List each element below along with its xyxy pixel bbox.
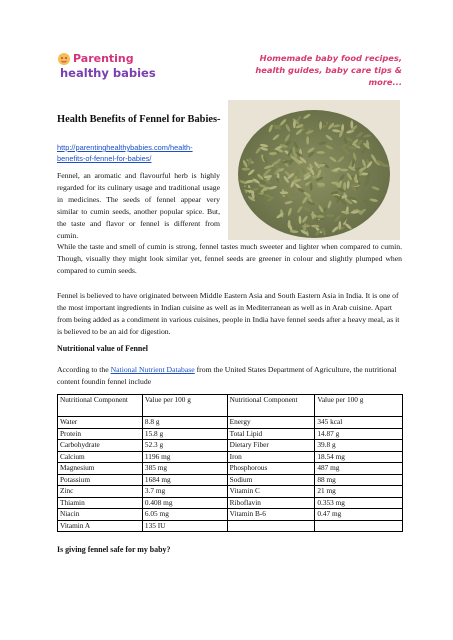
table-cell: 14.87 g bbox=[315, 428, 403, 440]
tagline-line2: health guides, baby care tips & more... bbox=[255, 65, 402, 87]
article-url-link[interactable]: http://parentinghealthybabies.com/health-benefits-of-fennel-for-babies/ bbox=[57, 143, 193, 163]
safety-heading: Is giving fennel safe for my baby? bbox=[57, 545, 171, 554]
table-header-cell: Value per 100 g bbox=[315, 395, 403, 417]
table-cell: Water bbox=[58, 417, 143, 429]
fennel-seeds-photo bbox=[228, 100, 400, 240]
table-cell: 39.8 g bbox=[315, 440, 403, 452]
table-cell: Vitamin C bbox=[227, 486, 315, 498]
table-cell: Vitamin A bbox=[58, 520, 143, 532]
table-cell: 15.8 g bbox=[142, 428, 227, 440]
nutrition-text-before: According to the bbox=[57, 365, 111, 374]
table-cell: Total Lipid bbox=[227, 428, 315, 440]
nutrient-database-link[interactable]: National Nutrient Database bbox=[110, 365, 195, 374]
table-row bbox=[58, 520, 403, 532]
table-cell: 135 IU bbox=[142, 520, 227, 532]
table-header-cell: Value per 100 g bbox=[142, 395, 227, 417]
site-tagline bbox=[232, 52, 402, 88]
table-cell bbox=[227, 520, 315, 532]
table-row bbox=[58, 486, 403, 498]
table-cell: Magnesium bbox=[58, 463, 143, 475]
logo-heart-icon bbox=[57, 52, 71, 66]
logo-line2: healthy babies bbox=[60, 66, 156, 80]
table-row bbox=[58, 440, 403, 452]
article-title: Health Benefits of Fennel for Babies- bbox=[57, 114, 221, 125]
table-cell: Iron bbox=[227, 451, 315, 463]
table-cell: 3.7 mg bbox=[142, 486, 227, 498]
logo-line1: Parenting bbox=[73, 52, 134, 65]
table-cell: 6.05 mg bbox=[142, 509, 227, 521]
nutrition-intro bbox=[57, 364, 402, 388]
table-row bbox=[58, 451, 403, 463]
table-row bbox=[58, 509, 403, 521]
table-cell: Calcium bbox=[58, 451, 143, 463]
table-cell: Zinc bbox=[58, 486, 143, 498]
table-cell: 8.8 g bbox=[142, 417, 227, 429]
table-header-cell: Nutritional Component bbox=[58, 395, 143, 417]
table-header-row bbox=[58, 395, 403, 417]
table-cell: 487 mg bbox=[315, 463, 403, 475]
origin-paragraph: Fennel is believed to have originated between Middle Eastern Asia and South Eastern Asia in India. It is one of the most important ingredients in Indian cuisine as well as in Mediterranean as well as in Arab cuisine. Apart from being added as a condiment in various cuisines, people in India have fennel seeds after a heavy meal, as it is believed to be an aid for digestion. bbox=[57, 291, 400, 336]
table-cell: 88 mg bbox=[315, 474, 403, 486]
table-cell: Vitamin B-6 bbox=[227, 509, 315, 521]
table-cell: Potassium bbox=[58, 474, 143, 486]
table-cell: Carbohydrate bbox=[58, 440, 143, 452]
table-header-cell: Nutritional Component bbox=[227, 395, 315, 417]
table-row bbox=[58, 474, 403, 486]
table-row bbox=[58, 497, 403, 509]
table-cell: 52.3 g bbox=[142, 440, 227, 452]
intro-paragraph: Fennel, an aromatic and flavourful herb is highly regarded for its culinary usage and traditional usage in medicines. The seeds of fennel appear very similar to cumin seeds, another popular spice. But, the taste and flavor or fennel is different from cumin. bbox=[57, 171, 220, 240]
table-cell: Thiamin bbox=[58, 497, 143, 509]
nutrition-table bbox=[57, 394, 403, 532]
site-logo[interactable] bbox=[57, 52, 167, 88]
intro-paragraph-continued: While the taste and smell of cumin is strong, fennel tastes much sweeter and lighter when compared to cumin. Though, visually they might look similar yet, fennel seeds are greener in colour and slightly plumped when compared to cumin seeds. bbox=[57, 242, 402, 275]
table-cell: Riboflavin bbox=[227, 497, 315, 509]
table-cell: Niacin bbox=[58, 509, 143, 521]
table-cell: Sodium bbox=[227, 474, 315, 486]
nutrition-heading: Nutritional value of Fennel bbox=[57, 344, 148, 353]
nutrition-text-after: from the United States Department of Agriculture, the nutritional content foundin fennel include bbox=[57, 365, 397, 386]
table-cell: 1684 mg bbox=[142, 474, 227, 486]
table-cell bbox=[315, 520, 403, 532]
tagline-line1: Homemade baby food recipes, bbox=[259, 53, 402, 63]
table-cell: Phosphorous bbox=[227, 463, 315, 475]
table-cell: 21 mg bbox=[315, 486, 403, 498]
table-cell: 345 kcal bbox=[315, 417, 403, 429]
table-cell: 0.353 mg bbox=[315, 497, 403, 509]
table-cell: 385 mg bbox=[142, 463, 227, 475]
table-row bbox=[58, 417, 403, 429]
table-cell: Energy bbox=[227, 417, 315, 429]
table-cell: 0.408 mg bbox=[142, 497, 227, 509]
table-cell: 0.47 mg bbox=[315, 509, 403, 521]
table-row bbox=[58, 463, 403, 475]
table-cell: 1196 mg bbox=[142, 451, 227, 463]
table-cell: 18.54 mg bbox=[315, 451, 403, 463]
table-row bbox=[58, 428, 403, 440]
table-cell: Dietary Fiber bbox=[227, 440, 315, 452]
table-cell: Protein bbox=[58, 428, 143, 440]
